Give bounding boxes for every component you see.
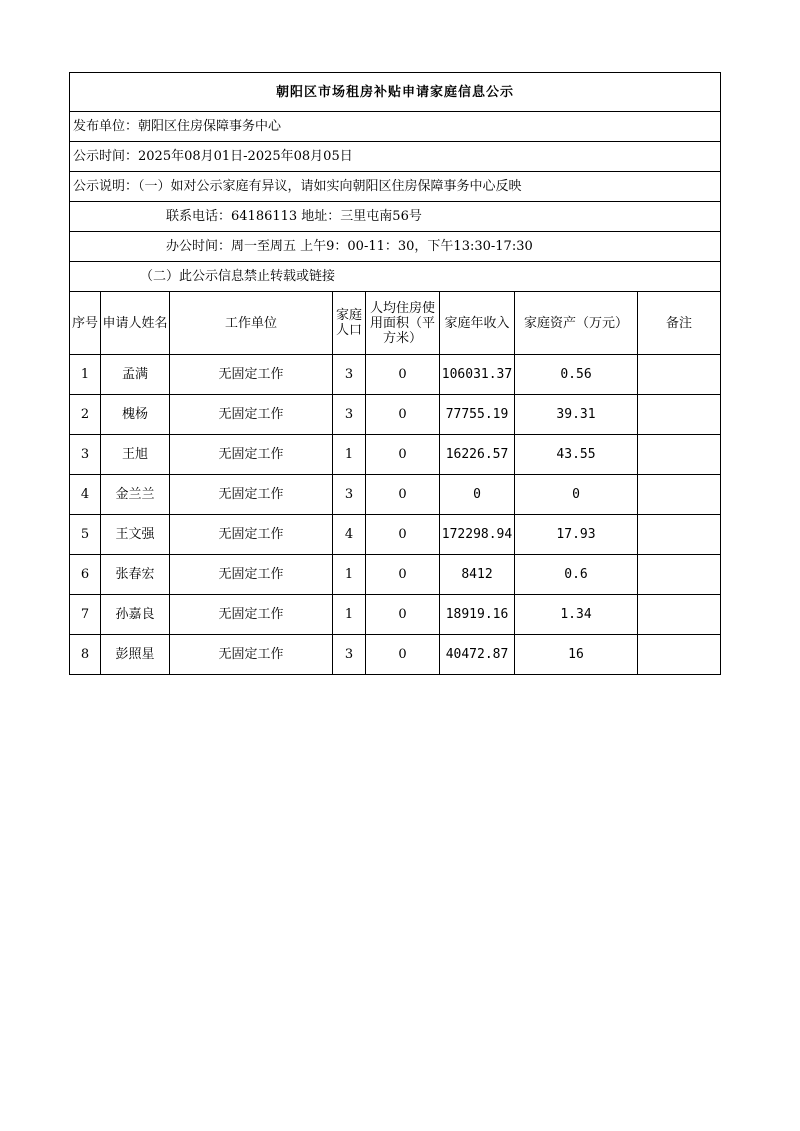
page-title: 朝阳区市场租房补贴申请家庭信息公示 [70,73,721,112]
cell-work: 无固定工作 [170,555,333,595]
cell-area: 0 [366,555,440,595]
cell-name: 王文强 [101,515,170,555]
header-work: 工作单位 [170,292,333,355]
cell-name: 张春宏 [101,555,170,595]
table-row [70,635,721,675]
cell-work: 无固定工作 [170,395,333,435]
cell-remark [638,555,721,595]
cell-area: 0 [366,475,440,515]
cell-income: 172298.94 [440,515,515,555]
cell-assets: 17.93 [515,515,638,555]
cell-no: 1 [70,355,101,395]
cell-no: 3 [70,435,101,475]
cell-people: 1 [333,435,366,475]
cell-people: 1 [333,595,366,635]
cell-area: 0 [366,635,440,675]
cell-work: 无固定工作 [170,635,333,675]
cell-no: 2 [70,395,101,435]
cell-remark [638,355,721,395]
table-row [70,355,721,395]
cell-assets: 43.55 [515,435,638,475]
cell-income: 18919.16 [440,595,515,635]
cell-no: 6 [70,555,101,595]
table-row [70,475,721,515]
header-people: 家庭人口 [333,292,366,355]
cell-name: 彭照星 [101,635,170,675]
header-assets: 家庭资产（万元） [515,292,638,355]
cell-assets: 0.56 [515,355,638,395]
cell-income: 77755.19 [440,395,515,435]
publisher-line: 发布单位：朝阳区住房保障事务中心 [70,112,721,142]
cell-work: 无固定工作 [170,515,333,555]
cell-remark [638,435,721,475]
table-header-row [70,292,721,355]
table-row [70,395,721,435]
cell-remark [638,395,721,435]
cell-name: 金兰兰 [101,475,170,515]
cell-income: 40472.87 [440,635,515,675]
table-row [70,595,721,635]
cell-people: 3 [333,395,366,435]
cell-income: 0 [440,475,515,515]
cell-remark [638,475,721,515]
notes-line-1: 公示说明：（一）如对公示家庭有异议，请如实向朝阳区住房保障事务中心反映 [70,172,721,202]
cell-area: 0 [366,395,440,435]
notes-line-2: 联系电话：64186113 地址：三里屯南56号 [70,202,721,232]
cell-people: 3 [333,475,366,515]
cell-people: 3 [333,355,366,395]
cell-area: 0 [366,435,440,475]
cell-no: 5 [70,515,101,555]
cell-name: 孙嘉良 [101,595,170,635]
notes-line-4: （二）此公示信息禁止转载或链接 [70,262,721,292]
cell-assets: 16 [515,635,638,675]
notice-table [69,72,721,675]
cell-work: 无固定工作 [170,355,333,395]
cell-assets: 0.6 [515,555,638,595]
table-row [70,515,721,555]
cell-people: 1 [333,555,366,595]
cell-area: 0 [366,595,440,635]
cell-no: 4 [70,475,101,515]
cell-income: 16226.57 [440,435,515,475]
cell-income: 106031.37 [440,355,515,395]
cell-income: 8412 [440,555,515,595]
cell-assets: 39.31 [515,395,638,435]
notes-line-3: 办公时间：周一至周五 上午9：00-11：30，下午13:30-17:30 [70,232,721,262]
header-name: 申请人姓名 [101,292,170,355]
header-remark: 备注 [638,292,721,355]
table-row [70,555,721,595]
cell-no: 8 [70,635,101,675]
cell-assets: 0 [515,475,638,515]
header-income: 家庭年收入 [440,292,515,355]
cell-work: 无固定工作 [170,475,333,515]
cell-people: 3 [333,635,366,675]
cell-name: 槐杨 [101,395,170,435]
cell-remark [638,635,721,675]
cell-name: 孟满 [101,355,170,395]
cell-area: 0 [366,355,440,395]
period-line: 公示时间：2025年08月01日-2025年08月05日 [70,142,721,172]
cell-assets: 1.34 [515,595,638,635]
cell-people: 4 [333,515,366,555]
cell-no: 7 [70,595,101,635]
table-row [70,435,721,475]
cell-area: 0 [366,515,440,555]
cell-work: 无固定工作 [170,435,333,475]
cell-work: 无固定工作 [170,595,333,635]
cell-name: 王旭 [101,435,170,475]
header-area: 人均住房使用面积（平方米） [366,292,440,355]
cell-remark [638,515,721,555]
cell-remark [638,595,721,635]
header-no: 序号 [70,292,101,355]
